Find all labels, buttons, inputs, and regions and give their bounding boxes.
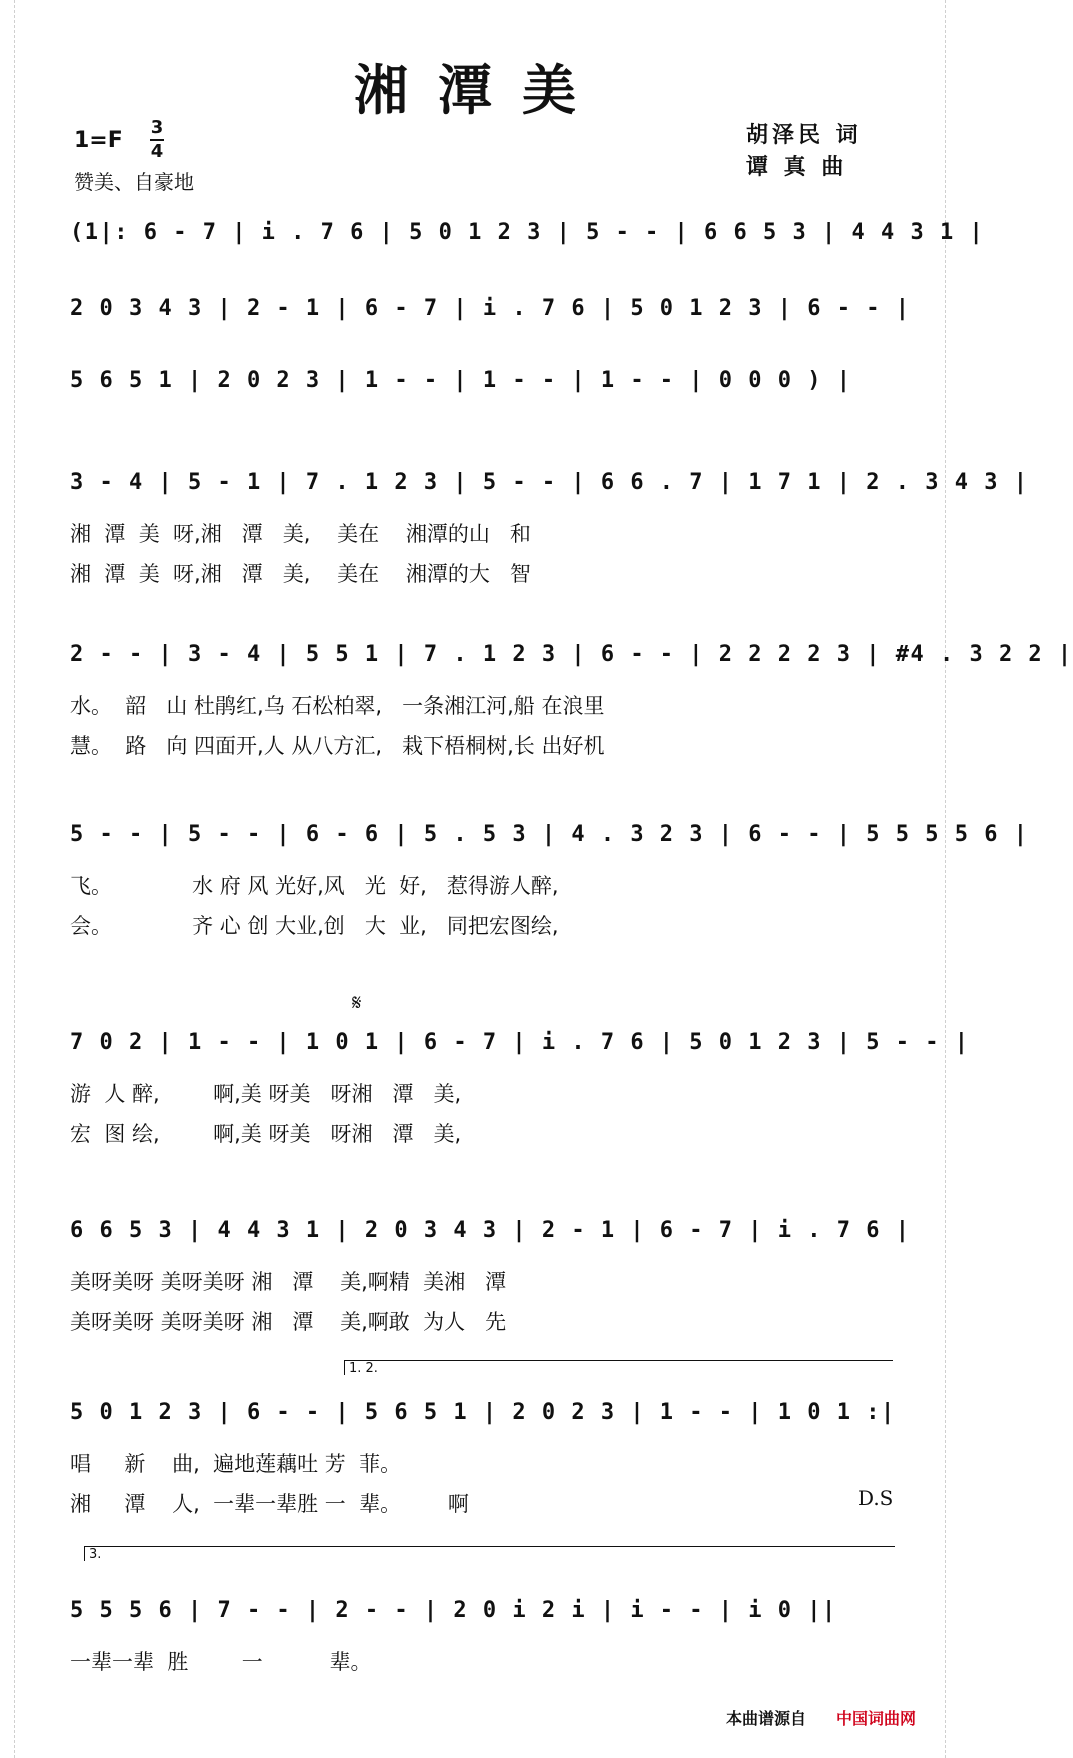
notation-line: 5 5 5 6 | 7 - - | 2 - - | 2 0 i 2 i | i - - | i 0 || (70, 1598, 837, 1623)
notation-line: 6 6 5 3 | 4 4 3 1 | 2 0 3 4 3 | 2 - 1 | 6 - 7 | i . 7 6 | (70, 1218, 911, 1243)
time-signature-top: 3 (150, 117, 164, 138)
notation-line: (1|: 6 - 7 | i . 7 6 | 5 0 1 2 3 | 5 - - | 6 6 5 3 | 4 4 3 1 | (70, 220, 985, 245)
lyric-line: 水。 韶 山 杜鹃红,乌 石松柏翠, 一条湘江河,船 在浪里 (70, 694, 605, 718)
ds-marking: D.S (858, 1486, 894, 1510)
lyric-line: 游 人 醉, 啊,美 呀美 呀湘 潭 美, (70, 1082, 462, 1106)
lyric-line: 湘 潭 美 呀,湘 潭 美, 美在 湘潭的山 和 (70, 522, 531, 546)
lyric-line: 飞。 水 府 风 光好,风 光 好, 惹得游人醉, (70, 874, 559, 898)
lyric-line: 美呀美呀 美呀美呀 湘 潭 美,啊敢 为人 先 (70, 1310, 507, 1334)
lyric-line: 一辈一辈 胜 一 辈。 (70, 1650, 372, 1674)
segno-sign: 𝄋 (352, 991, 362, 1016)
notation-line: 5 - - | 5 - - | 6 - 6 | 5 . 5 3 | 4 . 3 2 3 | 6 - - | 5 5 5 5 6 | (70, 822, 1029, 847)
lyric-line: 唱 新 曲, 遍地莲藕吐 芳 菲。 (70, 1452, 402, 1476)
notation-line: 5 6 5 1 | 2 0 2 3 | 1 - - | 1 - - | 1 - - | 0 0 0 ) | (70, 368, 852, 393)
right-margin-strip (945, 0, 960, 1758)
mood-marking: 赞美、自豪地 (74, 170, 194, 194)
lyricist-credit: 胡泽民 词 (746, 123, 862, 148)
lyric-line: 美呀美呀 美呀美呀 湘 潭 美,啊精 美湘 潭 (70, 1270, 507, 1294)
notation-line: 2 0 3 4 3 | 2 - 1 | 6 - 7 | i . 7 6 | 5 0 1 2 3 | 6 - - | (70, 296, 911, 321)
lyric-line: 慧。 路 向 四面开,人 从八方汇, 栽下梧桐树,长 出好机 (70, 734, 605, 758)
footer-source-label: 本曲谱源自 (726, 1709, 807, 1728)
lyric-line: 湘 潭 美 呀,湘 潭 美, 美在 湘潭的大 智 (70, 562, 531, 586)
lyric-line: 会。 齐 心 创 大业,创 大 业, 同把宏图绘, (70, 914, 559, 938)
composer-credit: 谭 真 曲 (746, 155, 848, 180)
score-title: 湘潭美 (354, 59, 606, 122)
time-signature (150, 118, 164, 162)
notation-line: 3 - 4 | 5 - 1 | 7 . 1 2 3 | 5 - - | 6 6 . 7 | 1 7 1 | 2 . 3 4 3 | (70, 470, 1029, 495)
left-margin-strip (0, 0, 15, 1758)
notation-line: 5 0 1 2 3 | 6 - - | 5 6 5 1 | 2 0 2 3 | 1 - - | 1 0 1 :| (70, 1400, 896, 1425)
volta-third-ending: 3. (84, 1546, 895, 1561)
footer-site-link[interactable]: 中国词曲网 (836, 1709, 917, 1728)
notation-line: 2 - - | 3 - 4 | 5 5 1 | 7 . 1 2 3 | 6 - - | 2 2 2 2 3 | #4 . 3 2 2 | (70, 642, 1073, 667)
key-signature: 1=F (74, 128, 123, 153)
volta-first-ending: 1. 2. (344, 1360, 893, 1375)
lyric-line: 宏 图 绘, 啊,美 呀美 呀湘 潭 美, (70, 1122, 462, 1146)
time-signature-bottom: 4 (150, 141, 164, 162)
lyric-line: 湘 潭 人, 一辈一辈胜 一 辈。 啊 (70, 1492, 469, 1516)
notation-line: 7 0 2 | 1 - - | 1 0 1 | 6 - 7 | i . 7 6 | 5 0 1 2 3 | 5 - - | (70, 1030, 970, 1055)
